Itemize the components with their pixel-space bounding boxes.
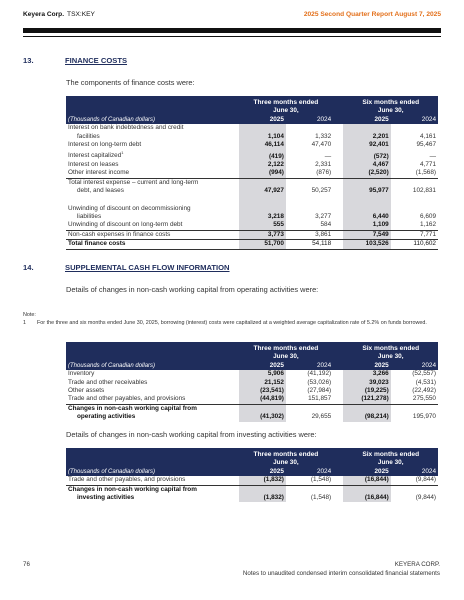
spacer-cell bbox=[333, 124, 343, 141]
table-row bbox=[66, 196, 438, 222]
spacer-cell bbox=[333, 161, 343, 169]
spacer-cell bbox=[333, 404, 343, 421]
row-label-text: facilities bbox=[77, 132, 100, 140]
value-cell: 1,332 bbox=[315, 132, 332, 140]
header-rule-thin bbox=[23, 36, 441, 37]
value-cell: 7,549 bbox=[343, 230, 390, 239]
section-14-intro-investing: Details of changes in non-cash working capital from investing activities were: bbox=[66, 430, 317, 439]
value-cell: (16,844) bbox=[343, 476, 390, 485]
row-label-text: Trade and other payables, and provisions bbox=[68, 395, 186, 403]
value-cell: (27,984) bbox=[307, 387, 332, 395]
value-cell: (419) bbox=[239, 149, 286, 161]
value-cell: (9,844) bbox=[415, 476, 436, 484]
value-cell: (2,520) bbox=[343, 169, 390, 178]
spacer-cell bbox=[333, 395, 343, 404]
row-label bbox=[66, 221, 239, 230]
header-report-title: 2025 Second Quarter Report August 7, 2025 bbox=[303, 11, 441, 18]
value-cell: (44,819) bbox=[239, 395, 286, 404]
row-label-text: Unwinding of discount on decommissioning bbox=[68, 204, 191, 212]
table-row bbox=[66, 141, 438, 149]
footnote-number: 1 bbox=[23, 320, 26, 326]
value-cell: (572) bbox=[343, 149, 390, 161]
table-row bbox=[66, 395, 438, 404]
row-label-text: Interest on bank indebtedness and credit bbox=[68, 124, 184, 132]
row-label bbox=[66, 395, 239, 404]
value-cell: (1,548) bbox=[310, 476, 332, 484]
table-row bbox=[66, 124, 438, 141]
spacer-cell bbox=[333, 230, 343, 239]
note-label: Note: bbox=[23, 312, 36, 318]
spacer-cell bbox=[333, 387, 343, 395]
finance-costs-table bbox=[66, 96, 438, 250]
value-cell: (16,844) bbox=[343, 485, 390, 502]
row-label bbox=[66, 387, 239, 395]
footer-company: KEYERA CORP. bbox=[394, 561, 440, 568]
value-cell: 3,277 bbox=[315, 213, 332, 220]
value-cell: 51,700 bbox=[239, 240, 286, 249]
table-row bbox=[66, 379, 438, 387]
value-cell: (1,568) bbox=[415, 169, 436, 177]
row-label bbox=[66, 370, 239, 378]
value-cell: 555 bbox=[239, 221, 286, 230]
value-cell: 92,401 bbox=[343, 141, 390, 149]
section-13-intro: The components of finance costs were: bbox=[66, 78, 195, 87]
row-label bbox=[66, 169, 239, 178]
row-label-text: investing activities bbox=[77, 494, 135, 502]
value-cell: (4,531) bbox=[415, 378, 436, 386]
operating-working-capital-table bbox=[66, 342, 438, 422]
value-cell: — bbox=[324, 152, 332, 160]
row-label-text: Trade and other payables, and provisions bbox=[68, 476, 186, 484]
value-cell: 50,257 bbox=[286, 178, 333, 195]
table-header-row: June 30, June 30, bbox=[66, 459, 438, 467]
row-label bbox=[66, 379, 239, 387]
table-row bbox=[66, 370, 438, 378]
value-cell: 4,771 bbox=[420, 160, 436, 168]
value-cell: 1,104 bbox=[239, 124, 286, 141]
row-label bbox=[66, 196, 239, 222]
value-cell: 2,331 bbox=[315, 160, 332, 168]
value-cell: 2,122 bbox=[239, 161, 286, 169]
page-number: 76 bbox=[23, 561, 30, 568]
value-cell: 6,440 bbox=[343, 196, 390, 222]
total-row bbox=[66, 485, 438, 502]
spacer-cell bbox=[333, 240, 343, 249]
value-cell: 47,470 bbox=[311, 141, 332, 149]
value-cell: (98,214) bbox=[343, 404, 390, 421]
table-row bbox=[66, 221, 438, 230]
spacer-cell bbox=[333, 476, 343, 485]
value-cell: 46,114 bbox=[239, 141, 286, 149]
value-cell: — bbox=[429, 152, 436, 160]
value-cell: 39,023 bbox=[343, 379, 390, 387]
total-row bbox=[66, 404, 438, 421]
row-label bbox=[66, 141, 239, 149]
investing-working-capital-table bbox=[66, 448, 438, 502]
spacer-cell bbox=[333, 379, 343, 387]
value-cell: 103,526 bbox=[343, 240, 390, 249]
section-13-heading: 13. FINANCE COSTS bbox=[23, 56, 128, 65]
value-cell: 54,118 bbox=[286, 240, 333, 249]
row-label-text: Other assets bbox=[68, 387, 105, 395]
row-label-text: debt, and leases bbox=[77, 187, 124, 195]
row-label bbox=[66, 476, 239, 485]
section-14-intro-operating: Details of changes in non-cash working capital from operating activities were: bbox=[66, 285, 319, 294]
value-cell: 151,857 bbox=[308, 395, 332, 403]
table-header-row: (Thousands of Canadian dollars) 2025 2024 2025 2024 bbox=[68, 361, 436, 369]
footer-description: Notes to unaudited condensed interim consolidated financial statements bbox=[242, 570, 440, 577]
footnote-text: For the three and six months ended June 30, 2025, borrowing (interest) costs were capitalized at a weighted average capitalization rate of 5.2% on funds borrowed. bbox=[37, 320, 427, 326]
table-header-row: Three months ended Six months ended bbox=[66, 448, 438, 459]
table-row bbox=[66, 149, 438, 161]
row-label-text: operating activities bbox=[77, 413, 136, 421]
value-cell: (19,225) bbox=[343, 387, 390, 395]
value-cell: 3,773 bbox=[239, 230, 286, 239]
value-cell: (121,278) bbox=[343, 395, 390, 404]
value-cell: 4,161 bbox=[420, 132, 436, 140]
row-label-text: Inventory bbox=[68, 370, 95, 378]
value-cell: (23,541) bbox=[239, 387, 286, 395]
value-cell: 195,970 bbox=[391, 404, 438, 421]
row-label-text: Changes in non-cash working capital from bbox=[68, 485, 197, 493]
value-cell: (41,192) bbox=[307, 370, 332, 378]
row-label-text: Unwinding of discount on long-term debt bbox=[68, 221, 183, 229]
value-cell: 29,655 bbox=[286, 404, 333, 421]
value-cell: 95,467 bbox=[416, 141, 436, 149]
row-label bbox=[66, 230, 239, 239]
row-label-text: Total interest expense – current and long-term bbox=[68, 178, 199, 186]
table-header-row: June 30, June 30, bbox=[66, 107, 438, 115]
row-label-text: Interest on leases bbox=[68, 160, 119, 168]
table-header-row: (Thousands of Canadian dollars) 2025 2024 2025 2024 bbox=[68, 115, 436, 123]
row-label-text: Changes in non-cash working capital from bbox=[68, 404, 197, 412]
value-cell: (41,302) bbox=[239, 404, 286, 421]
spacer-cell bbox=[333, 485, 343, 502]
total-row bbox=[66, 240, 438, 249]
table-header-row: Three months ended Six months ended bbox=[66, 342, 438, 353]
value-cell: 21,152 bbox=[239, 379, 286, 387]
value-cell: 3,266 bbox=[343, 370, 390, 378]
page-header bbox=[23, 9, 441, 21]
value-cell: (1,832) bbox=[239, 485, 286, 502]
spacer-cell bbox=[333, 370, 343, 378]
spacer-cell bbox=[333, 178, 343, 195]
value-cell: 3,861 bbox=[286, 230, 333, 239]
footnote-ref: 1 bbox=[121, 150, 124, 156]
value-cell: 95,977 bbox=[343, 178, 390, 195]
table-header-row: (Thousands of Canadian dollars) 2025 2024 2025 2024 bbox=[68, 467, 436, 475]
value-cell: 275,550 bbox=[412, 395, 436, 403]
row-label-text: Other interest income bbox=[68, 169, 130, 177]
section-14-heading: 14. SUPPLEMENTAL CASH FLOW INFORMATION bbox=[23, 263, 230, 272]
spacer-cell bbox=[333, 221, 343, 230]
row-label bbox=[66, 485, 239, 502]
value-cell: (53,026) bbox=[307, 378, 332, 386]
table-row bbox=[66, 178, 438, 195]
table-row bbox=[66, 230, 438, 239]
value-cell: 1,162 bbox=[420, 221, 436, 229]
value-cell: 2,201 bbox=[343, 124, 390, 141]
value-cell: (22,492) bbox=[412, 387, 436, 395]
table-row bbox=[66, 169, 438, 178]
row-label bbox=[66, 149, 239, 161]
header-rule-thick bbox=[23, 28, 441, 33]
table-row bbox=[66, 476, 438, 485]
header-ticker: TSX:KEY bbox=[67, 11, 95, 18]
spacer-cell bbox=[333, 149, 343, 161]
table-row bbox=[66, 387, 438, 395]
row-label-text: liabilities bbox=[77, 213, 102, 220]
value-cell: (1,548) bbox=[286, 485, 333, 502]
value-cell: 5,906 bbox=[239, 370, 286, 378]
spacer-cell bbox=[333, 169, 343, 178]
value-cell: (52,557) bbox=[412, 370, 436, 378]
row-label bbox=[66, 124, 239, 141]
value-cell: 7,771 bbox=[391, 230, 438, 239]
table-header-row: Three months ended Six months ended bbox=[66, 96, 438, 107]
value-cell: (9,844) bbox=[391, 485, 438, 502]
header-company: Keyera Corp. TSX:KEY bbox=[23, 11, 95, 18]
table-header-row: June 30, June 30, bbox=[66, 353, 438, 361]
row-label-text: Interest on long-term debt bbox=[68, 141, 142, 149]
value-cell: (1,832) bbox=[239, 476, 286, 485]
table-row bbox=[66, 161, 438, 169]
spacer-cell bbox=[333, 141, 343, 149]
value-cell: 584 bbox=[320, 221, 332, 229]
row-label bbox=[66, 404, 239, 421]
row-label bbox=[66, 178, 239, 195]
value-cell: 102,831 bbox=[391, 178, 438, 195]
row-label-text: Non-cash expenses in finance costs bbox=[68, 230, 171, 238]
value-cell: (994) bbox=[239, 169, 286, 178]
spacer-cell bbox=[333, 196, 343, 222]
value-cell: 110,602 bbox=[391, 240, 438, 249]
value-cell: 47,927 bbox=[239, 178, 286, 195]
value-cell: 1,109 bbox=[343, 221, 390, 230]
row-label-text: Interest capitalized bbox=[68, 152, 122, 160]
row-label: Total finance costs bbox=[66, 240, 239, 249]
row-label bbox=[66, 161, 239, 169]
value-cell: 4,467 bbox=[343, 161, 390, 169]
value-cell: 3,218 bbox=[239, 196, 286, 222]
row-label-text: Trade and other receivables bbox=[68, 378, 148, 386]
value-cell: (876) bbox=[316, 169, 332, 177]
value-cell: 6,609 bbox=[420, 213, 436, 220]
